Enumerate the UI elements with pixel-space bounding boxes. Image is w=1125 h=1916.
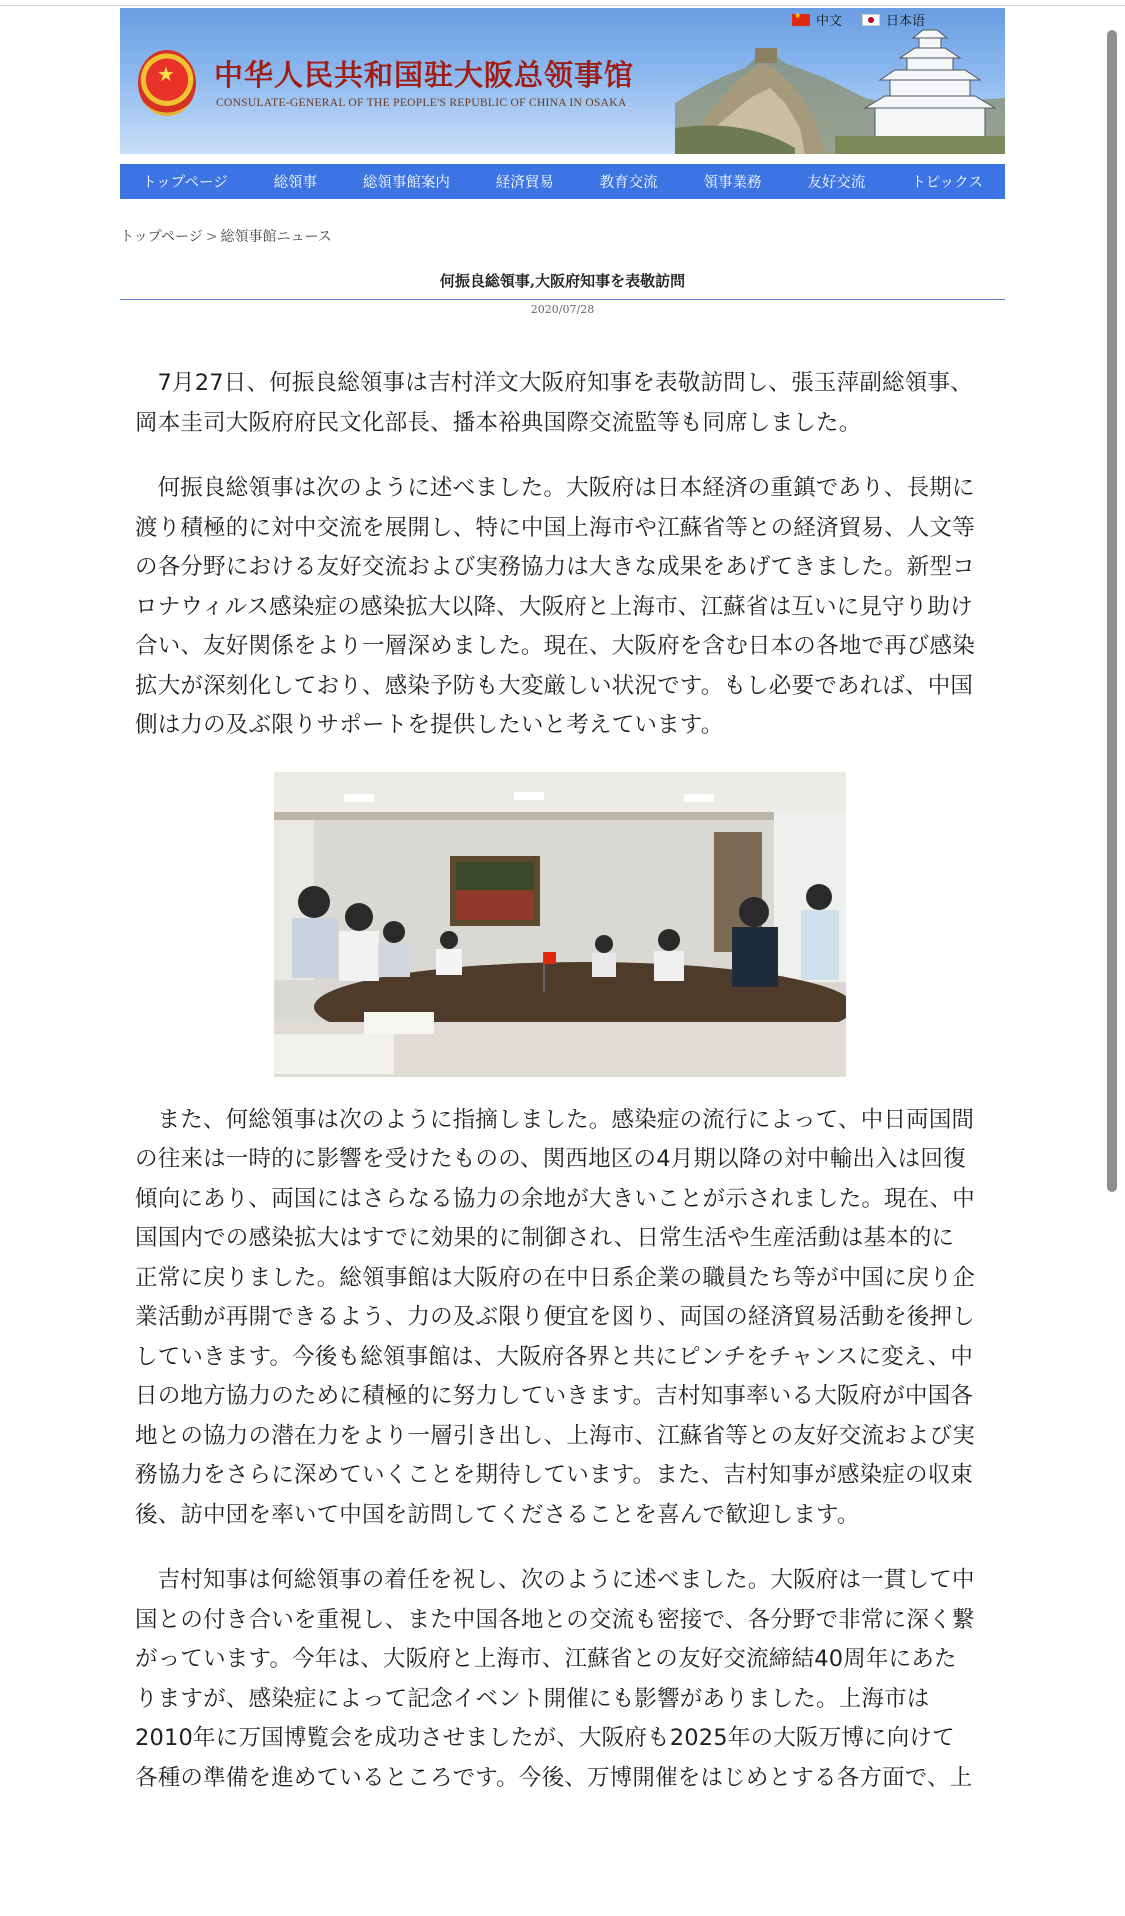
nav-item-consulate-info[interactable]: 総領事館案内 bbox=[362, 175, 450, 191]
lang-chinese-link[interactable] bbox=[792, 10, 842, 29]
meeting-photo bbox=[274, 772, 846, 1077]
scrollbar[interactable] bbox=[1107, 30, 1117, 1192]
japan-flag-icon bbox=[862, 14, 880, 26]
breadcrumb-section-link[interactable]: 総領事館ニュース bbox=[220, 229, 332, 245]
lang-japanese-label[interactable]: 日本语 bbox=[885, 14, 925, 29]
nav-item-economy-trade[interactable]: 経済貿易 bbox=[495, 175, 554, 191]
page-wrapper bbox=[120, 8, 1005, 1824]
site-title-english: CONSULATE-GENERAL OF THE PEOPLE'S REPUBLIC OF CHINA IN OSAKA bbox=[216, 97, 627, 109]
nav-item-top[interactable]: トップページ bbox=[142, 175, 228, 191]
lang-chinese-label[interactable]: 中文 bbox=[815, 14, 842, 29]
nav-item-education[interactable]: 教育交流 bbox=[599, 175, 658, 191]
nav-item-topics[interactable]: トピックス bbox=[911, 175, 983, 191]
article-body bbox=[120, 364, 1005, 1798]
breadcrumb bbox=[120, 226, 1005, 246]
article-date: 2020/07/28 bbox=[530, 303, 595, 316]
article-paragraph: 7月27日、何振良総領事は吉村洋文大阪府知事を表敬訪問し、張玉萍副総領事、岡本圭司大阪府府民文化部長、播本裕典国際交流監等も同席しました。 bbox=[135, 370, 973, 436]
breadcrumb-home-link[interactable]: トップページ bbox=[120, 229, 203, 245]
top-divider bbox=[0, 5, 1125, 6]
nav-item-consul-general[interactable]: 総領事 bbox=[273, 175, 318, 191]
site-title-chinese: 中华人民共和国驻大阪总领事馆 bbox=[214, 58, 635, 92]
national-emblem-icon bbox=[138, 50, 196, 116]
article-paragraph: 吉村知事は何総領事の着任を祝し、次のように述べました。大阪府は一貫して中国との付き合いを重視し、また中国各地との交流も密接で、各分野で非常に深く繋がっています。今年は、大阪府と上海市、江蘇省との友好交流締結40周年にあたりますが、感染症によって記念イベント開催にも影響がありました。上海市は2010年に万国博覧会を成功させましたが、大阪府も2025年の大阪万博に向けて各種の準備を進めているところです。今後、万博開催をはじめとする各方面で、上 bbox=[135, 1567, 975, 1791]
language-switcher bbox=[792, 10, 925, 29]
main-nav bbox=[120, 164, 1005, 199]
nav-item-consular[interactable]: 領事業務 bbox=[703, 175, 762, 191]
great-wall-castle-illustration bbox=[675, 8, 1005, 154]
header-banner bbox=[120, 8, 1005, 154]
article-title: 何振良総領事,大阪府知事を表敬訪問 bbox=[120, 270, 1005, 300]
lang-japanese-link[interactable] bbox=[862, 10, 925, 29]
china-flag-icon bbox=[792, 14, 810, 26]
nav-item-friendship[interactable]: 友好交流 bbox=[807, 175, 866, 191]
article-paragraph: 何振良総領事は次のように述べました。大阪府は日本経済の重鎮であり、長期に渡り積極的に対中交流を展開し、特に中国上海市や江蘇省等との経済貿易、人文等の各分野における友好交流および実務協力は大きな成果をあげてきました。新型コロナウィルス感染症の感染拡大以降、大阪府と上海市、江蘇省は互いに見守り助け合い、友好関係をより一層深めました。現在、大阪府を含む日本の各地で再び感染拡大が深刻化しており、感染予防も大変厳しい状況です。もし必要であれば、中国側は力の及ぶ限りサポートを提供したいと考えています。 bbox=[135, 475, 975, 738]
article-paragraph: また、何総領事は次のように指摘しました。感染症の流行によって、中日両国間の往来は一時的に影響を受けたものの、関西地区の4月期以降の対中輸出入は回復傾向にあり、両国にはさらなる協力の余地が大きいことが示されました。現在、中国国内での感染拡大はすでに効果的に制御され、日常生活や生産活動は基本的に正常に戻りました。総領事館は大阪府の在中日系企業の職員たち等が中国に戻り企業活動が再開できるよう、力の及ぶ限り便宜を図り、両国の経済貿易活動を後押ししていきます。今後も総領事館は、大阪府各界と共にピンチをチャンスに変え、中日の地方協力のために積極的に努力していきます。吉村知事率いる大阪府が中国各地との協力の潜在力をより一層引き出し、上海市、江蘇省等との友好交流および実務協力をさらに深めていくことを期待しています。また、吉村知事が感染症の収束後、訪中団を率いて中国を訪問してくださることを喜んで歓迎します。 bbox=[135, 1106, 975, 1528]
breadcrumb-separator: > bbox=[205, 229, 218, 245]
